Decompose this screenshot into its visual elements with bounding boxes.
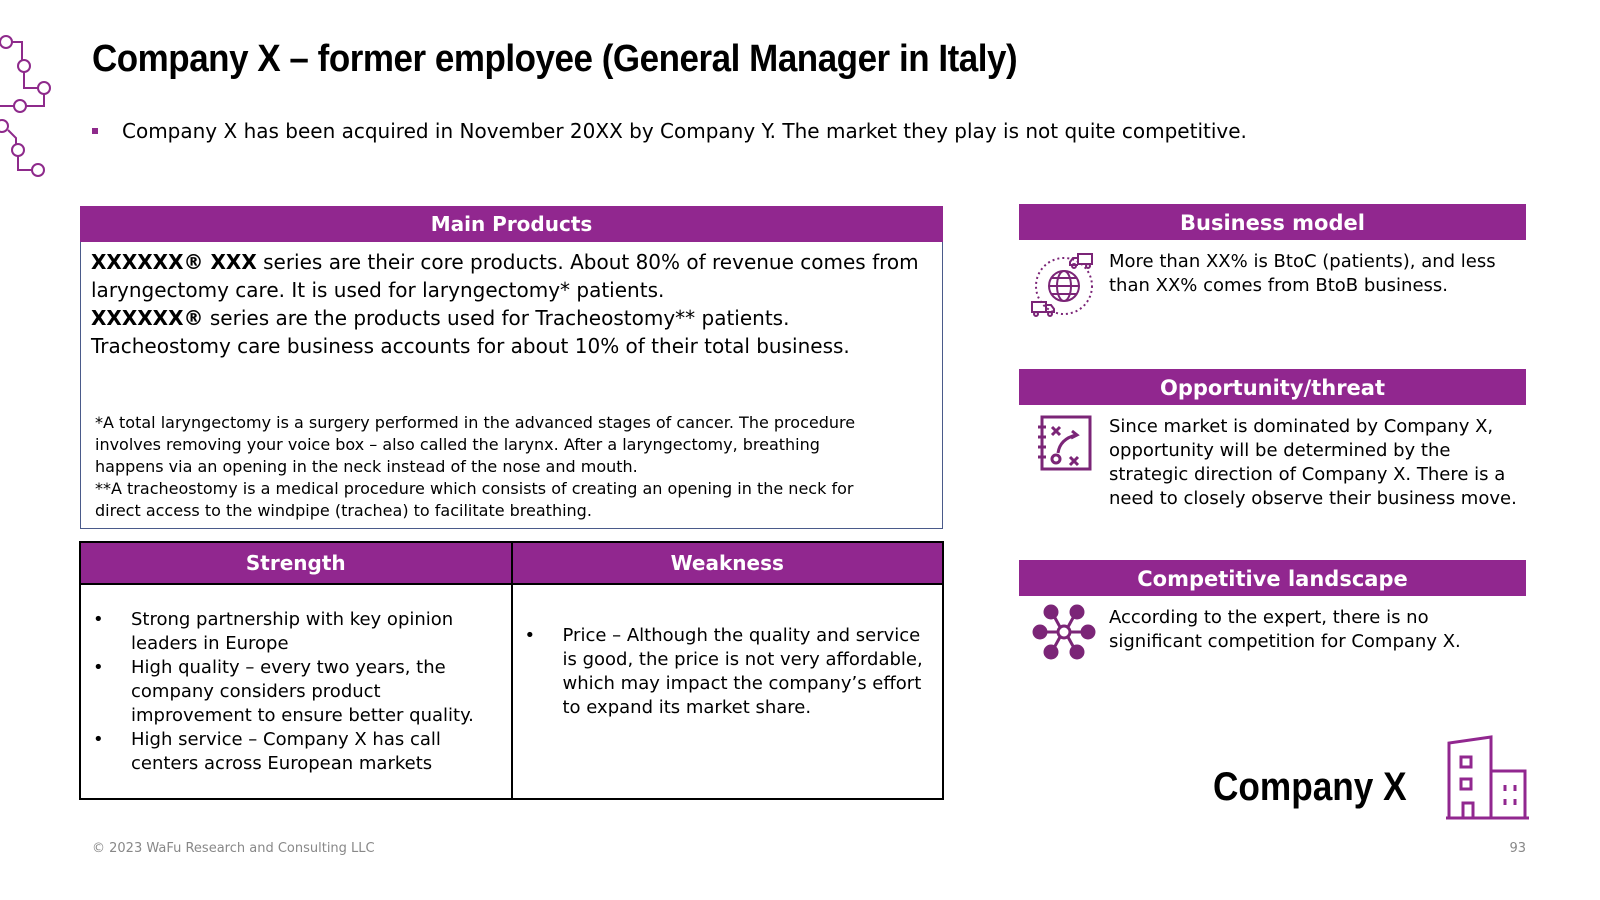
product-series-1-name: XXXXXX® XXX (91, 250, 257, 274)
globe-logistics-icon (1028, 248, 1100, 320)
list-item: • Strong partnership with key opinion leaders in Europe (93, 608, 499, 656)
page-number: 93 (1509, 841, 1526, 856)
product-series-2-name: XXXXXX® (91, 306, 204, 330)
business-model-text: More than XX% is BtoC (patients), and less than XX% comes from BtoB business. (1109, 251, 1496, 296)
main-products-description (91, 248, 932, 360)
product-series-1-text: series are their core products. About 80% of revenue comes from laryngectomy care. It is used for laryngectomy* patients. (91, 250, 919, 302)
company-name-logo: Company X (1213, 765, 1407, 809)
opportunity-panel (1019, 369, 1526, 511)
main-products-panel (80, 206, 943, 530)
circuit-decoration-icon (0, 30, 60, 190)
main-products-header: Main Products (80, 206, 943, 242)
footnotes (95, 412, 875, 522)
opportunity-header: Opportunity/threat (1019, 369, 1526, 405)
competitive-landscape-panel (1019, 560, 1526, 660)
business-model-panel (1019, 204, 1526, 320)
building-icon (1445, 735, 1530, 820)
product-series-2-text: series are the products used for Tracheostomy** patients. Tracheostomy care business accounts for about 10% of their total business. (91, 306, 850, 358)
footnote-laryngectomy: *A total laryngectomy is a surgery performed in the advanced stages of cancer. The procedure involves removing your voice box – also called the larynx. After a laryngectomy, breathing happens via an opening in the neck instead of the nose and mouth. (95, 413, 856, 476)
list-item: • High service – Company X has call centers across European markets (93, 728, 499, 776)
opportunity-text: Since market is dominated by Company X, opportunity will be determined by the strategic direction of Company X. There is a need to closely observe their business move. (1109, 416, 1517, 509)
list-item: • High quality – every two years, the company considers product improvement to ensure better quality. (93, 656, 499, 728)
main-products-body (80, 242, 943, 529)
strategy-board-icon (1034, 413, 1094, 473)
competitive-landscape-header: Competitive landscape (1019, 560, 1526, 596)
strength-header: Strength (81, 543, 511, 585)
business-model-header: Business model (1019, 204, 1526, 240)
page-title: Company X – former employee (General Manager in Italy) (92, 38, 1018, 80)
network-hub-icon (1032, 604, 1096, 660)
list-item: • Price – Although the quality and service is good, the price is not very affordable, which may impact the company’s effort to expand its market share. (525, 624, 931, 720)
weakness-list (525, 624, 931, 720)
strength-weakness-table (79, 541, 944, 800)
footnote-tracheostomy: **A tracheostomy is a medical procedure which consists of creating an opening in the neck for direct access to the windpipe (trachea) to facilitate breathing. (95, 479, 854, 520)
strength-column (81, 543, 511, 798)
strength-list (93, 608, 499, 776)
copyright-footer: © 2023 WaFu Research and Consulting LLC (92, 841, 375, 856)
weakness-header: Weakness (513, 543, 943, 585)
intro-text: Company X has been acquired in November 20XX by Company Y. The market they play is not quite competitive. (122, 119, 1247, 143)
bullet-square-icon (92, 128, 98, 134)
intro-bullet (92, 119, 1247, 143)
weakness-column (511, 543, 943, 798)
competitive-landscape-text: According to the expert, there is no significant competition for Company X. (1109, 607, 1461, 652)
